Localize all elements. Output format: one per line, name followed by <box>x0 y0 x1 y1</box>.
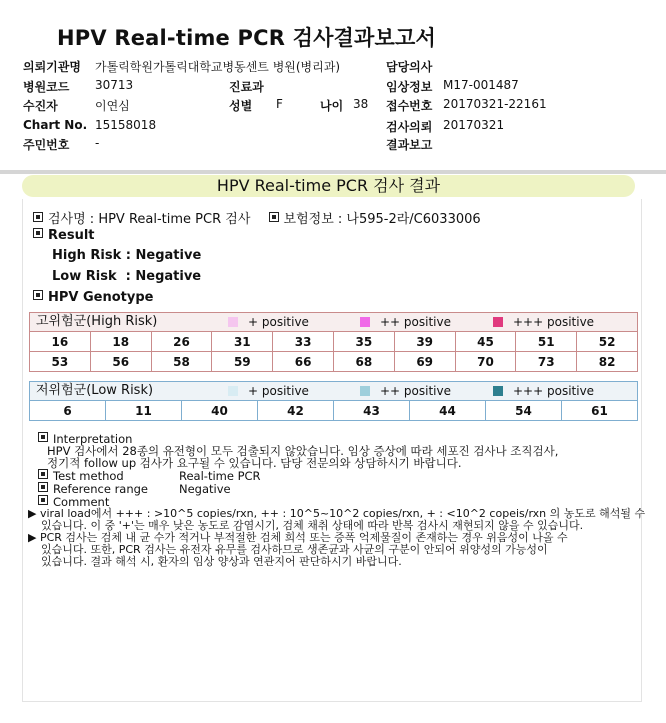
receipt-no-label: 접수번호 <box>386 99 433 113</box>
interpretation-section <box>28 432 646 568</box>
genotype-cell: 44 <box>410 401 486 421</box>
legend-plus2 <box>360 382 451 400</box>
genotype-cell: 70 <box>455 352 516 372</box>
legend-label: +++ positive <box>513 384 595 398</box>
genotype-cell: 68 <box>333 352 394 372</box>
reference-range-label: Reference range <box>53 482 149 496</box>
legend-plus3 <box>493 382 594 400</box>
interpretation-line: HPV 검사에서 28종의 유전형이 모두 검출되지 않았습니다. 임상 증상에 따라 세포진 검사나 조직검사, <box>47 444 559 458</box>
chart-no-label: Chart No. <box>23 118 88 132</box>
checkbox-icon <box>38 495 48 505</box>
high-risk-row <box>30 352 638 372</box>
genotype-cell: 58 <box>151 352 212 372</box>
legend-swatch <box>228 386 238 396</box>
legend-label: ++ positive <box>380 315 451 329</box>
genotype-cell: 82 <box>577 352 638 372</box>
comment-line: ▶ viral load에서 +++ : >10^5 copies/rxn, ++ : 10^5~10^2 copies/rxn, + : <10^2 copeis/rxn 의 농도로 해석될 수 <box>28 507 646 520</box>
legend-label: +++ positive <box>513 315 595 329</box>
genotype-cell: 54 <box>486 401 562 421</box>
legend-plus3 <box>493 313 594 331</box>
genotype-cell: 16 <box>30 332 91 352</box>
genotype-cell: 26 <box>151 332 212 352</box>
genotype-cell: 43 <box>334 401 410 421</box>
genotype-cell: 52 <box>577 332 638 352</box>
receipt-no-value: 20170321-22161 <box>443 97 547 111</box>
genotype-cell: 39 <box>394 332 455 352</box>
report-label: 결과보고 <box>386 138 433 152</box>
checkbox-icon <box>33 290 43 300</box>
institution-value: 가톨릭학원가톨릭대학교병동센트 병원(병리과) <box>95 60 341 74</box>
sex-label: 성별 <box>229 99 253 113</box>
test-method-label: Test method <box>53 469 124 483</box>
exam-name <box>33 208 481 227</box>
genotype-cell: 73 <box>516 352 577 372</box>
legend-swatch <box>360 386 370 396</box>
doctor-label: 담당의사 <box>386 60 433 74</box>
legend-swatch <box>360 317 370 327</box>
genotype-cell: 61 <box>562 401 638 421</box>
high-risk-table <box>29 331 638 372</box>
checkbox-icon <box>33 212 43 222</box>
institution-label: 의뢰기관명 <box>23 60 81 74</box>
genotype-heading-text: HPV Genotype <box>48 290 154 305</box>
test-method-value: Real-time PCR <box>179 469 261 483</box>
result-heading-text: Result <box>48 228 95 243</box>
genotype-cell: 33 <box>273 332 334 352</box>
result-banner: HPV Real-time PCR 검사 결과 <box>22 175 635 197</box>
high-risk-header <box>29 312 638 331</box>
insurance-text: 보험정보 : 나595-2라/C6033006 <box>283 212 481 227</box>
genotype-cell: 31 <box>212 332 273 352</box>
low-risk-row <box>30 401 638 421</box>
reference-range-value: Negative <box>179 482 231 496</box>
genotype-cell: 35 <box>333 332 394 352</box>
legend-label: + positive <box>248 384 309 398</box>
comment-line: 있습니다. 이 중 '+'는 매우 낮은 농도로 감염시기, 검체 채취 상태에 따라 반복 검사시 재현되지 않을 수 있습니다. <box>41 519 584 532</box>
checkbox-icon <box>38 482 48 492</box>
legend-plus <box>228 382 309 400</box>
section-divider <box>0 170 666 174</box>
genotype-cell: 66 <box>273 352 334 372</box>
legend-plus2 <box>360 313 451 331</box>
genotype-cell: 51 <box>516 332 577 352</box>
high-risk-row <box>30 332 638 352</box>
rrn-label: 주민번호 <box>23 138 70 152</box>
report-title: HPV Real-time PCR 검사결과보고서 <box>57 26 436 50</box>
checkbox-icon <box>38 432 48 442</box>
chart-no-value: 15158018 <box>95 118 157 132</box>
comment-line: 있습니다. 결과 해석 시, 환자의 임상 양상과 연관지어 판단하시기 바랍니다. <box>41 555 402 568</box>
low-risk-title: 저위험군(Low Risk) <box>36 383 154 398</box>
high-risk-result: High Risk : Negative <box>52 248 202 263</box>
legend-swatch <box>493 317 503 327</box>
comment-line: 있습니다. 또한, PCR 검사는 유전자 유무를 검사하므로 생존균과 사균의 구분이 안되어 위양성의 가능성이 <box>41 543 548 556</box>
legend-label: ++ positive <box>380 384 451 398</box>
legend-plus <box>228 313 309 331</box>
genotype-cell: 6 <box>30 401 106 421</box>
genotype-cell: 11 <box>106 401 182 421</box>
clinical-info-value: M17-001487 <box>443 78 519 92</box>
genotype-cell: 40 <box>182 401 258 421</box>
comment-label: Comment <box>53 495 110 509</box>
genotype-cell: 45 <box>455 332 516 352</box>
checkbox-icon <box>33 228 43 238</box>
clinical-info-label: 임상정보 <box>386 80 433 94</box>
interpretation-heading: Interpretation <box>53 432 133 446</box>
age-label: 나이 <box>320 99 344 113</box>
request-date-label: 검사의뢰 <box>386 120 433 134</box>
genotype-cell: 18 <box>90 332 151 352</box>
recipient-label: 수진자 <box>23 99 58 113</box>
genotype-cell: 69 <box>394 352 455 372</box>
genotype-cell: 42 <box>258 401 334 421</box>
recipient-value: 이연심 <box>95 99 130 113</box>
legend-label: + positive <box>248 315 309 329</box>
legend-swatch <box>493 386 503 396</box>
interpretation-line: 정기적 follow up 검사가 요구될 수 있습니다. 담당 전문의와 상담하시기 바랍니다. <box>47 456 462 470</box>
rrn-value: - <box>95 136 100 150</box>
genotype-cell: 53 <box>30 352 91 372</box>
hospital-code-value: 30713 <box>95 78 134 92</box>
low-risk-result: Low Risk : Negative <box>52 269 202 284</box>
sex-value: F <box>276 97 283 111</box>
genotype-cell: 59 <box>212 352 273 372</box>
request-date-value: 20170321 <box>443 118 505 132</box>
low-risk-table <box>29 400 638 421</box>
checkbox-icon <box>269 212 279 222</box>
dept-label: 진료과 <box>229 80 264 94</box>
exam-name-text: 검사명 : HPV Real-time PCR 검사 <box>48 212 251 227</box>
result-heading <box>33 228 95 243</box>
age-value: 38 <box>353 97 369 111</box>
low-risk-header <box>29 381 638 400</box>
checkbox-icon <box>38 469 48 479</box>
high-risk-title: 고위험군(High Risk) <box>36 314 158 329</box>
legend-swatch <box>228 317 238 327</box>
genotype-heading <box>33 290 153 305</box>
genotype-cell: 56 <box>90 352 151 372</box>
hospital-code-label: 병원코드 <box>23 80 70 94</box>
comment-line: ▶ PCR 검사는 검체 내 균 수가 적거나 부적절한 검체 희석 또는 증폭 억제물질이 존재하는 경우 위음성이 나올 수 <box>28 531 568 544</box>
